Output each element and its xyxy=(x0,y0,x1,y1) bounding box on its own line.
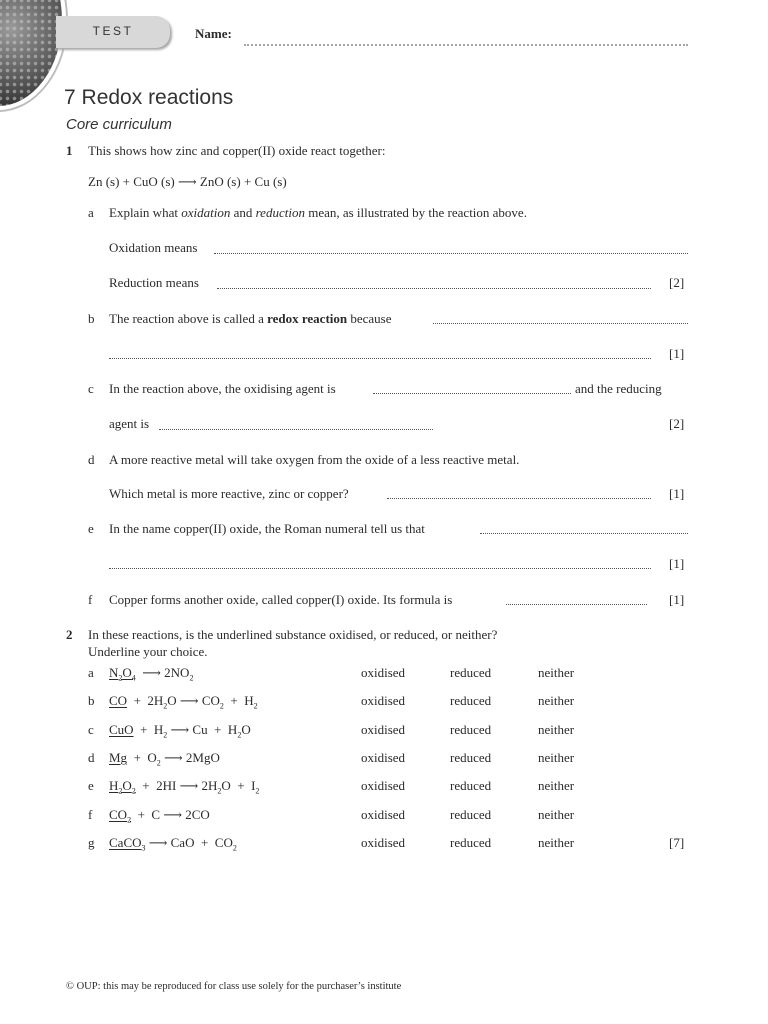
q1d-question: Which metal is more reactive, zinc or copper? xyxy=(109,486,349,501)
q2b-option-oxidised[interactable]: oxidised xyxy=(361,693,406,708)
q1d-answer-line[interactable] xyxy=(387,498,651,499)
marks-q1e: [1] xyxy=(669,556,685,571)
q2d-option-reduced[interactable]: reduced xyxy=(450,750,492,765)
q1f-answer-line[interactable] xyxy=(506,604,647,605)
q2g-letter: g xyxy=(88,835,95,850)
q1f-letter: f xyxy=(88,592,93,607)
chapter-number: 7 xyxy=(64,86,76,109)
q2b-option-neither[interactable]: neither xyxy=(538,693,575,708)
q2e-option-oxidised[interactable]: oxidised xyxy=(361,778,406,793)
marks-q1b: [1] xyxy=(669,346,685,361)
q2f-option-reduced[interactable]: reduced xyxy=(450,807,492,822)
q2f-option-oxidised[interactable]: oxidised xyxy=(361,807,406,822)
q1b-letter: b xyxy=(88,311,95,326)
copyright-footer: © OUP: this may be reproduced for class use solely for the purchaser’s institute xyxy=(66,981,402,992)
q1b-answer-line-2[interactable] xyxy=(109,358,651,359)
q1-intro: This shows how zinc and copper(II) oxide react together: xyxy=(88,143,386,158)
q2b-letter: b xyxy=(88,693,95,708)
q1f-text: Copper forms another oxide, called copper(I) oxide. Its formula is xyxy=(109,592,453,607)
q1c-text-cont: and the reducing xyxy=(575,381,662,396)
test-tab-label: TEST xyxy=(92,24,134,38)
q2-instruction: Underline your choice. xyxy=(88,644,208,659)
q2g-equation: CaCO$_3$ ⟶ CaO + $CO_2$ xyxy=(109,835,237,853)
q2c-equation: CuO + $H_2$ ⟶ $Cu + H_2O$ xyxy=(109,722,251,740)
q1d-letter: d xyxy=(88,452,95,467)
q2f-letter: f xyxy=(88,807,93,822)
reducing-agent-line[interactable] xyxy=(159,429,433,430)
q2b-option-reduced[interactable]: reduced xyxy=(450,693,492,708)
question-number-2: 2 xyxy=(66,627,73,642)
q2g-option-oxidised[interactable]: oxidised xyxy=(361,835,406,850)
chapter-title: Redox reactions xyxy=(81,86,234,109)
q2c-option-reduced[interactable]: reduced xyxy=(450,722,492,737)
name-label: Name: xyxy=(195,26,232,41)
marks-q1d: [1] xyxy=(669,486,685,501)
q2a-option-neither[interactable]: neither xyxy=(538,665,575,680)
q2a-option-reduced[interactable]: reduced xyxy=(450,665,492,680)
oxidising-agent-line[interactable] xyxy=(373,393,571,394)
q1b-answer-line-1[interactable] xyxy=(433,323,688,324)
q2d-option-oxidised[interactable]: oxidised xyxy=(361,750,406,765)
q2c-option-oxidised[interactable]: oxidised xyxy=(361,722,406,737)
q2f-equation: $CO_2 + C$ ⟶ 2CO xyxy=(109,807,210,825)
reduction-answer-line[interactable] xyxy=(217,288,651,289)
marks-q1c: [2] xyxy=(669,416,685,431)
q2a-equation: $N_2O_4$ ⟶ $2NO_2$ xyxy=(109,665,194,683)
reduction-label: Reduction means xyxy=(109,275,199,290)
marks-q1f: [1] xyxy=(669,592,685,607)
question-number-1: 1 xyxy=(66,143,73,158)
oxidation-answer-line[interactable] xyxy=(214,253,688,254)
marks-q2: [7] xyxy=(669,835,685,850)
q1c-letter: c xyxy=(88,381,94,396)
q2c-letter: c xyxy=(88,722,94,737)
q1a-letter: a xyxy=(88,205,94,220)
q1b-text: The reaction above is called a redox reaction because xyxy=(109,311,392,326)
q2e-option-reduced[interactable]: reduced xyxy=(450,778,492,793)
q2g-option-reduced[interactable]: reduced xyxy=(450,835,492,850)
q2d-equation: $Mg + O_2$ ⟶ 2MgO xyxy=(109,750,220,768)
q1c-text: In the reaction above, the oxidising agent is xyxy=(109,381,336,396)
q2a-letter: a xyxy=(88,665,94,680)
q1a-text: Explain what oxidation and reduction mean, as illustrated by the reaction above. xyxy=(109,205,527,220)
test-tab xyxy=(56,16,170,48)
q2-intro: In these reactions, is the underlined substance oxidised, or reduced, or neither? xyxy=(88,627,498,642)
q1e-letter: e xyxy=(88,521,94,536)
q2a-option-oxidised[interactable]: oxidised xyxy=(361,665,406,680)
q2g-option-neither[interactable]: neither xyxy=(538,835,575,850)
q1e-text: In the name copper(II) oxide, the Roman numeral tell us that xyxy=(109,521,425,536)
q2d-letter: d xyxy=(88,750,95,765)
q1e-answer-line-1[interactable] xyxy=(480,533,688,534)
marks-q1a: [2] xyxy=(669,275,685,290)
q1-equation: Zn (s) + CuO (s) ⟶ ZnO (s) + Cu (s) xyxy=(88,174,287,189)
q2e-equation: $H_2O_2 + 2HI$ ⟶ $2H_2O + I_2$ xyxy=(109,778,260,796)
q1d-text: A more reactive metal will take oxygen from the oxide of a less reactive metal. xyxy=(109,452,520,467)
q2e-option-neither[interactable]: neither xyxy=(538,778,575,793)
page-title xyxy=(64,86,233,110)
q2c-option-neither[interactable]: neither xyxy=(538,722,575,737)
q1c-line2: agent is xyxy=(109,416,150,431)
q2e-letter: e xyxy=(88,778,94,793)
q1e-answer-line-2[interactable] xyxy=(109,568,651,569)
q2f-option-neither[interactable]: neither xyxy=(538,807,575,822)
oxidation-label: Oxidation means xyxy=(109,240,198,255)
q2b-equation: CO + $2H_2O$ ⟶ $CO_2 + H_2$ xyxy=(109,693,258,711)
section-subtitle: Core curriculum xyxy=(66,116,172,133)
name-field[interactable] xyxy=(244,44,688,46)
q2d-option-neither[interactable]: neither xyxy=(538,750,575,765)
